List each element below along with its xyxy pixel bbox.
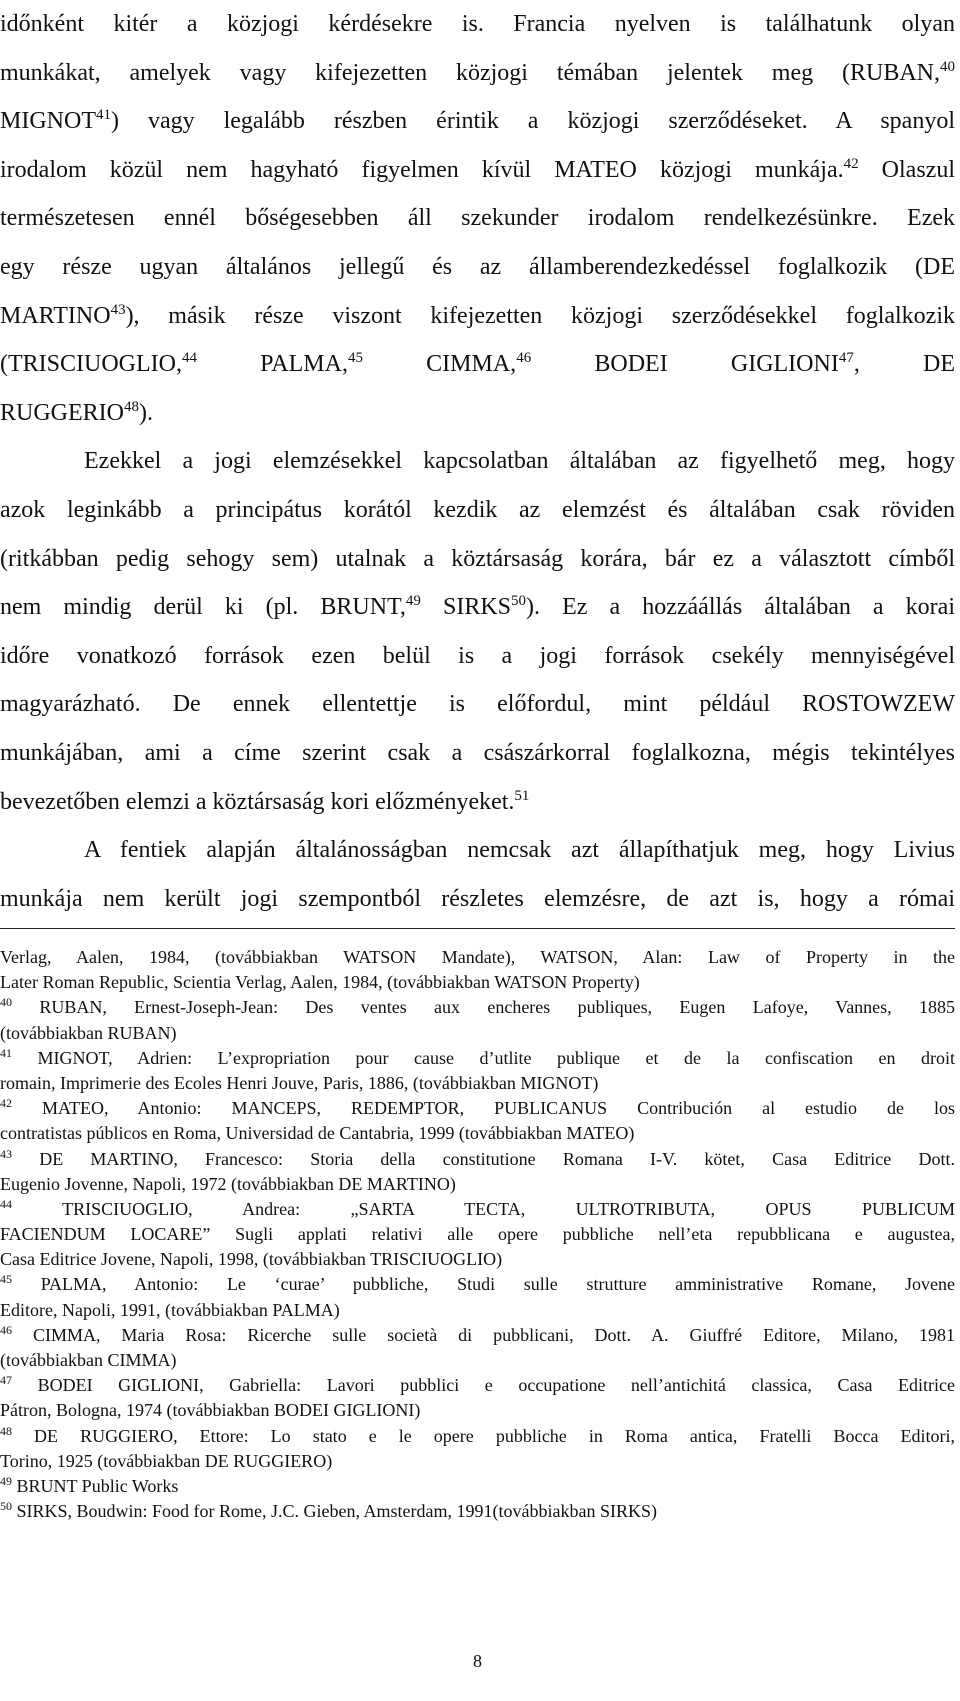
- footnote: [0, 995, 955, 1045]
- footnote-line: [0, 1247, 955, 1272]
- text-run: egy része ugyan általános jellegű és az államberendezkedéssel foglalkozik (DE: [0, 253, 955, 280]
- text-line: [0, 292, 955, 341]
- text-run: RUBAN, Ernest-Joseph-Jean: Des ventes aux encheres publiques, Eugen Lafoye, Vannes, 1885: [12, 997, 955, 1018]
- text-line: [0, 243, 955, 292]
- text-run: MATEO, Antonio: MANCEPS, REDEMPTOR, PUBLICANUS Contribución al estudio de los: [12, 1098, 955, 1119]
- text-line: [0, 535, 955, 584]
- footnote-reference: 47: [838, 350, 854, 367]
- footnote-reference: 45: [347, 350, 363, 367]
- text-run: természetesen ennél bőségesebben áll szekunder irodalom rendelkezésünkre. Ezek: [0, 205, 955, 232]
- text-line: [0, 583, 955, 632]
- footnote-reference: 41: [96, 107, 111, 124]
- footnote: [0, 945, 955, 995]
- text-run: SIRKS, Boudwin: Food for Rome, J.C. Gieben, Amsterdam, 1991(továbbiakban SIRKS): [12, 1501, 657, 1522]
- footnote-reference: 50: [511, 593, 527, 610]
- text-run: BODEI GIGLIONI: [531, 351, 839, 378]
- footnote-line: [0, 995, 955, 1020]
- text-run: irodalom közül nem hagyható figyelmen kívül MATEO közjogi munkája.: [0, 156, 844, 183]
- footnote: [0, 1147, 955, 1197]
- text-line: [0, 49, 955, 98]
- text-run: munkájában, ami a címe szerint csak a császárkorral foglalkozna, mégis tekintélyes: [0, 739, 955, 766]
- text-run: Torino, 1925 (továbbiakban DE RUGGIERO): [0, 1450, 333, 1471]
- footnote-reference: 44: [0, 1196, 12, 1211]
- text-line: [0, 826, 955, 875]
- text-line: [0, 437, 955, 486]
- text-run: bevezetőben elemzi a köztársaság kori előzményeket.: [0, 788, 515, 815]
- footnote: [0, 1323, 955, 1373]
- footnote-line: [0, 1147, 955, 1172]
- text-run: (továbbiakban RUBAN): [0, 1022, 177, 1043]
- text-run: SIRKS: [420, 594, 512, 621]
- text-run: CIMMA,: [362, 351, 517, 378]
- footnote-reference: 47: [0, 1373, 12, 1388]
- text-run: MIGNOT, Adrien: L’expropriation pour cause d’utlite publique et de la confiscation en droit: [12, 1047, 955, 1068]
- footnote-line: [0, 1449, 955, 1474]
- text-run: A fentiek alapján általánosságban nemcsak azt állapíthatjuk meg, hogy Livius: [84, 837, 955, 864]
- text-run: DE MARTINO, Francesco: Storia della constitutione Romana I-V. kötet, Casa Editrice Dott.: [12, 1148, 955, 1169]
- text-run: PALMA, Antonio: Le ‘curae’ pubbliche, Studi sulle strutture amministrative Romane, Jovene: [12, 1274, 955, 1295]
- footnote-line: [0, 1222, 955, 1247]
- footnote-separator-rule: [0, 928, 955, 929]
- text-run: időre vonatkozó források ezen belül is a jogi források csekély mennyiségével: [0, 642, 955, 669]
- footnote-reference: 51: [514, 787, 530, 804]
- text-run: ). Ez a hozzáállás általában a korai: [526, 594, 955, 621]
- text-line: [0, 340, 955, 389]
- text-line: [0, 875, 955, 924]
- footnote: [0, 1046, 955, 1096]
- footnote-reference: 44: [181, 350, 197, 367]
- text-run: munkája nem került jogi szempontból részletes elemzésre, de azt is, hogy a római: [0, 885, 955, 912]
- footnote-line: [0, 1272, 955, 1297]
- paragraph: [0, 0, 955, 437]
- text-run: CIMMA, Maria Rosa: Ricerche sulle società di pubblicani, Dott. A. Giuffré Editore, Milano, 1981: [12, 1324, 955, 1345]
- text-run: (továbbiakban CIMMA): [0, 1350, 177, 1370]
- text-run: Later Roman Republic, Scientia Verlag, Aalen, 1984, (továbbiakban WATSON Property): [0, 972, 640, 993]
- footnote-reference: 43: [0, 1146, 12, 1161]
- text-line: [0, 729, 955, 778]
- text-run: BRUNT Public Works: [12, 1475, 179, 1496]
- text-run: Eugenio Jovenne, Napoli, 1972 (továbbiakban DE MARTINO): [0, 1173, 456, 1194]
- text-run: MARTINO: [0, 302, 111, 329]
- text-run: RUGGERIO: [0, 399, 124, 426]
- footnote-line: [0, 1046, 955, 1071]
- text-run: Editore, Napoli, 1991, (továbbiakban PALMA): [0, 1299, 340, 1320]
- text-line: [0, 97, 955, 146]
- footnote-reference: 46: [516, 350, 532, 367]
- footnote: [0, 1424, 955, 1474]
- text-run: , DE: [853, 351, 956, 378]
- footnote-line: [0, 1474, 955, 1499]
- footnote-reference: 40: [940, 58, 955, 75]
- footnote-reference: 50: [0, 1499, 12, 1514]
- text-run: Ezekkel a jogi elemzésekkel kapcsolatban általában az figyelhető meg, hogy: [84, 448, 955, 475]
- footnote-line: [0, 1424, 955, 1449]
- footnote-line: [0, 1021, 955, 1046]
- text-line: [0, 146, 955, 195]
- footnotes: [0, 945, 955, 1524]
- paragraph: [0, 826, 955, 923]
- text-run: BODEI GIGLIONI, Gabriella: Lavori pubblici e occupatione nell’antichitá classica, Casa Editrice: [12, 1375, 955, 1396]
- footnote-line: [0, 1499, 955, 1524]
- footnote-line: [0, 970, 955, 995]
- footnote-line: [0, 1197, 955, 1222]
- text-run: munkákat, amelyek vagy kifejezetten közjogi témában jelentek meg (RUBAN,: [0, 59, 940, 86]
- text-run: (TRISCIUOGLIO,: [0, 351, 182, 378]
- text-run: DE RUGGIERO, Ettore: Lo stato e le opere pubbliche in Roma antica, Fratelli Bocca Editori,: [12, 1425, 955, 1446]
- text-run: Olaszul: [858, 156, 955, 183]
- text-run: ).: [139, 399, 153, 426]
- footnote-reference: 41: [0, 1045, 12, 1060]
- text-line: [0, 632, 955, 681]
- footnote-reference: 40: [0, 995, 12, 1010]
- text-run: azok leginkább a principátus korától kezdik az elemzést és általában csak röviden: [0, 496, 955, 523]
- footnote-reference: 49: [0, 1473, 12, 1488]
- footnote-line: [0, 1071, 955, 1096]
- footnote: [0, 1096, 955, 1146]
- footnote-line: [0, 1398, 955, 1423]
- footnote-line: [0, 1323, 955, 1348]
- text-run: ) vagy legalább részben érintik a közjogi szerződéseket. A spanyol: [111, 108, 955, 135]
- footnote-reference: 48: [0, 1423, 12, 1438]
- footnote: [0, 1474, 955, 1499]
- footnote: [0, 1373, 955, 1423]
- text-run: Verlag, Aalen, 1984, (továbbiakban WATSON Mandate), WATSON, Alan: Law of Property in the: [0, 947, 955, 967]
- text-run: MIGNOT: [0, 108, 96, 135]
- paragraph: [0, 437, 955, 826]
- footnote-reference: 45: [0, 1272, 12, 1287]
- text-line: [0, 778, 955, 827]
- footnote-line: [0, 1298, 955, 1323]
- footnote-line: [0, 1096, 955, 1121]
- footnote: [0, 1499, 955, 1524]
- footnote-line: [0, 945, 955, 970]
- footnote-line: [0, 1172, 955, 1197]
- text-run: magyarázható. De ennek ellentettje is előfordul, mint például ROSTOWZEW: [0, 691, 955, 718]
- text-line: [0, 0, 955, 49]
- text-run: PALMA,: [196, 351, 348, 378]
- text-run: Casa Editrice Jovene, Napoli, 1998, (továbbiakban TRISCIUOGLIO): [0, 1249, 503, 1270]
- text-run: contratistas públicos en Roma, Universidad de Cantabria, 1999 (továbbiakban MATEO): [0, 1123, 635, 1144]
- text-run: nem mindig derül ki (pl. BRUNT,: [0, 594, 406, 621]
- footnote: [0, 1272, 955, 1322]
- text-run: (ritkábban pedig sehogy sem) utalnak a köztársaság korára, bár ez a választott címből: [0, 545, 955, 572]
- text-line: [0, 194, 955, 243]
- text-run: romain, Imprimerie des Ecoles Henri Jouve, Paris, 1886, (továbbiakban MIGNOT): [0, 1072, 599, 1093]
- footnote-reference: 46: [0, 1322, 12, 1337]
- text-run: Pátron, Bologna, 1974 (továbbiakban BODEI GIGLIONI): [0, 1400, 421, 1421]
- footnote-reference: 49: [405, 593, 421, 610]
- text-line: [0, 389, 955, 438]
- text-run: ), másik része viszont kifejezetten közjogi szerződésekkel foglalkozik: [125, 302, 955, 329]
- text-run: időnként kitér a közjogi kérdésekre is. Francia nyelven is találhatunk olyan: [0, 11, 955, 37]
- footnote-line: [0, 1121, 955, 1146]
- footnote: [0, 1197, 955, 1273]
- text-run: TRISCIUOGLIO, Andrea: „SARTA TECTA, ULTROTRIBUTA, OPUS PUBLICUM: [12, 1198, 955, 1219]
- text-line: [0, 680, 955, 729]
- text-line: [0, 486, 955, 535]
- footnote-reference: 48: [124, 398, 139, 415]
- text-run: FACIENDUM LOCARE” Sugli applati relativi alle opere pubbliche nell’eta repubblicana e augustea,: [0, 1224, 955, 1245]
- footnote-reference: 42: [843, 155, 859, 172]
- footnote-line: [0, 1373, 955, 1398]
- footnote-reference: 43: [110, 301, 126, 318]
- footnote-line: [0, 1348, 955, 1373]
- footnote-reference: 42: [0, 1096, 12, 1111]
- page-number: 8: [473, 1651, 482, 1671]
